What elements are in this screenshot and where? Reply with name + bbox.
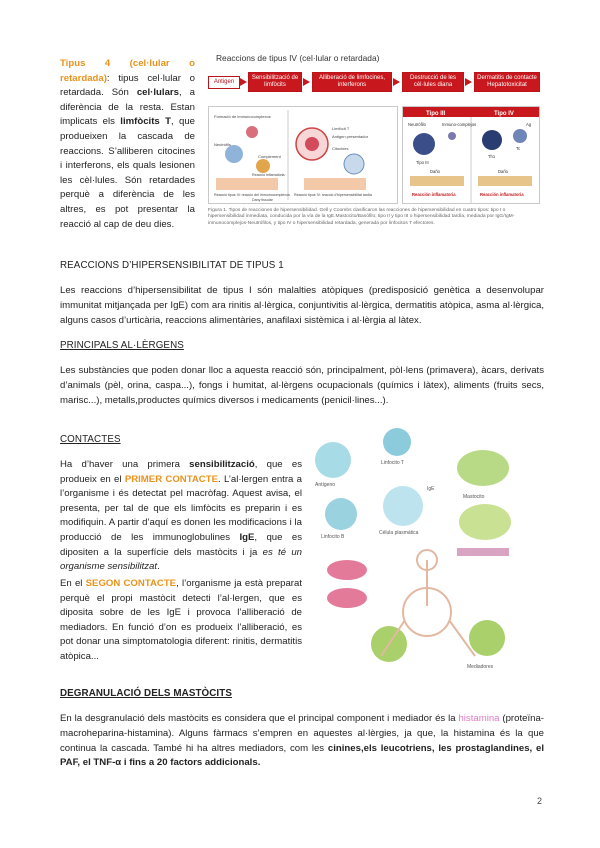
neutrophil-cell [413, 133, 435, 155]
svg-text:IgE: IgE [427, 486, 435, 492]
section-body-degranulacio: En la desgranulació dels mastòcits es considera que el principal component i mediador és la histamina (proteïna- macroheparina-histamina). Alguns fàrmacs s’empren en aquestes al·lèrgies, ja que, la histamina és la que continua la cascada. També hi ha altres mediadors, com les cinines,els leucotriens, les prostaglandines, el PAF, el TNF-α i fins a 20 factors addicionals. [60, 713, 544, 769]
page-number: 2 [537, 796, 543, 806]
macrophage-cell [315, 442, 351, 478]
svg-text:Dany tissular: Dany tissular [252, 198, 273, 202]
tipus4-paragraph: Tipus 4 (cel·lular o retardada): tipus cel·lular o retardada. Són cel·lulars, a diferència de la resta. Estan implicats els limfòcits T, que produeixen la cascada de reaccions. S’alliberen citocines i interferons, els quals lesionen les cèl·lules. Són retardades perquè a diferència de les altres, es pot presentar la reacció al cap de deu dies. [60, 58, 195, 230]
tipus4-heading: Tipus 4 (cel·lular o retardada) [60, 58, 195, 84]
svg-text:Th1: Th1 [488, 154, 496, 159]
section-heading-tipus1: REACCIONS D’HIPERSENSIBILITAT DE TIPUS 1 [60, 260, 284, 271]
immunocomplex-cell [448, 132, 456, 140]
tissue-block [410, 176, 464, 186]
contactes-paragraph-1: Ha d’haver una primera sensibilització, que es produeix en el PRIMER CONTACTE. L’al·lergen entra a l’organisme i és detectat pel macròfag. Aquest avisa, el presenta, per tal de que els limfòcits es preparin i es modifiquin. A partir d’aquí es donen les modificacions i la producció de les immunoglobulines IgE, que es dipositen a la superfície dels mastòcits i ja es té un organisme sensibilitzat. [60, 459, 303, 573]
segon-contacte-highlight: SEGON CONTACTE [85, 578, 177, 589]
svg-text:Reacció tipus III: reacció del: Reacció tipus III: reacció del immunocomplexos [214, 193, 290, 197]
svg-text:Mastocito: Mastocito [463, 494, 485, 500]
histamina-highlight: histamina [458, 713, 500, 724]
svg-text:Tc: Tc [516, 146, 521, 151]
mast-cell [459, 504, 511, 540]
illustration-allergic-response [307, 420, 543, 682]
antigen-presenter-cell [344, 154, 364, 174]
lymphocyte-b-cell [325, 498, 357, 530]
lymphocyte-nucleus [305, 137, 319, 151]
section-body-allergens: Les substàncies que poden donar lloc a aquesta reacció són, principalment, pòl·lens (primavera), àcars, derivats d’animals (pèl, orina, caspa...), fongs i humitat, al·lèrgens ocupacionals (químics i làtex), aliments (fruits secs, marisc...), metalls,productes químics diversos i medicaments (penicil·lines...). [60, 365, 544, 406]
tissue-block [478, 176, 532, 186]
svg-text:Daño: Daño [430, 169, 441, 174]
flow-arrow [393, 78, 400, 86]
red-cell [327, 588, 367, 608]
tissue-block [216, 178, 278, 190]
tc-cell [513, 129, 527, 143]
diagram-tipo3-tipo4 [402, 106, 540, 204]
neutrophil-cell [225, 145, 243, 163]
flow-dermatitis: Dermatitis de contacte Hepatotoxicitat [474, 72, 540, 92]
lymphocyte-cell [383, 428, 411, 456]
mast-cell [457, 450, 509, 486]
section-heading-allergens: PRINCIPALS AL·LÈRGENS [60, 340, 184, 351]
svg-text:Reacció tipus IV: reacció d'hi: Reacció tipus IV: reacció d'hipersensibilitat tardia [294, 193, 372, 197]
svg-text:Ag: Ag [526, 122, 532, 127]
svg-text:Antígeno: Antígeno [315, 482, 336, 488]
flow-arrow [303, 78, 310, 86]
svg-text:Citocines: Citocines [332, 146, 349, 151]
th1-cell [482, 130, 502, 150]
flow-antigen: Antigen [208, 76, 240, 89]
svg-text:Formació de immunocomplexos: Formació de immunocomplexos [214, 114, 271, 119]
flow-alliberacio: Alliberació de limfocines, interferons [312, 72, 392, 92]
svg-text:Inmuno-complejos: Inmuno-complejos [442, 122, 477, 127]
red-cell [327, 560, 367, 580]
svg-text:Mediadores: Mediadores [467, 664, 494, 670]
svg-text:Reacción inflamatoria: Reacción inflamatoria [480, 192, 524, 197]
complement-cell [256, 159, 270, 173]
flow-sensibilitzacio: Sensibilització de limfòcits [248, 72, 302, 92]
immunocomplex-cell [246, 126, 258, 138]
svg-text:Neutrófilo: Neutrófilo [408, 122, 426, 127]
svg-text:Linfocito B: Linfocito B [321, 534, 345, 540]
svg-text:Tipo IV: Tipo IV [494, 111, 514, 117]
contactes-paragraph-2: En el SEGON CONTACTE, l’organisme ja està preparat perquè el propi mastòcit detecti l’al·lergen, que es diposita sobre de les IgE i provoca l’alliberació de mediadors. En funció d’on es produeix l’alliberació, es pot donar una simptomatologia diferent: rinitis, dermatitis atòpica... [60, 578, 302, 662]
figure-caption: Figura 1. Tipos de reacciones de hipersensibilidad. Gell y Coombs clasificaron las reacciones de hipersensibilidad en cuatro tipos: tipo I o hipersensibilidad inmediata, conducida por la vía de la IgE.Mastocito/Basófilo; tipo II y tipo III o hipersensibilidad tardía, mediada por IgG/IgM-inmunocomplejos-Neutrófilos, y tipo IV o hipersensibilidad retardada, generada por linfocitos T efectores. [208, 208, 515, 226]
svg-text:Reacción inflamatoria: Reacción inflamatoria [412, 192, 456, 197]
svg-text:Limfòcit T: Limfòcit T [332, 126, 350, 131]
svg-text:Complement: Complement [258, 154, 281, 159]
svg-text:Tipo III: Tipo III [426, 111, 446, 117]
section-heading-degranulacio: DEGRANULACIÓ DELS MASTÒCITS [60, 688, 232, 699]
flow-destruccio: Destrucció de les cèl·lules diana [402, 72, 464, 92]
plasma-cell [383, 486, 423, 526]
svg-text:Célula plasmática: Célula plasmática [379, 530, 419, 536]
section-heading-contactes: CONTACTES [60, 434, 121, 445]
svg-text:Daño: Daño [498, 169, 509, 174]
figure-hypersensitivity-types [200, 50, 545, 232]
svg-text:Neutròfils: Neutròfils [214, 142, 231, 147]
figure-title: Reaccions de tipus IV (cel·lular o retardada) [216, 53, 380, 63]
svg-text:Tipo III: Tipo III [416, 160, 429, 165]
svg-text:Antigen presentador: Antigen presentador [332, 134, 369, 139]
flow-arrow [465, 78, 472, 86]
flow-arrow [240, 78, 247, 86]
diagram-type3-type4 [208, 106, 398, 204]
tissue-block [304, 178, 366, 190]
svg-text:Linfocito T: Linfocito T [381, 460, 404, 466]
svg-text:Reacció inflamatòria: Reacció inflamatòria [252, 173, 285, 177]
degranulating-mast-cell [469, 620, 505, 656]
section-body-tipus1: Les reaccions d’hipersensibilitat de tipus I són malalties atòpiques (predisposició genètica a desenvolupar immunitat mitjançada per IgE) com ara rinitis al·lèrgica, conjuntivitis al·lèrgica, dermatitis atòpica, asma al·lèrgica, alguns casos d’urticària, reaccions alimentàries, anafilaxi sistèmica i al·lèrgia al làtex. [60, 285, 544, 326]
receptor-block [457, 548, 509, 556]
primer-contacte-highlight: PRIMER CONTACTE [124, 473, 218, 485]
